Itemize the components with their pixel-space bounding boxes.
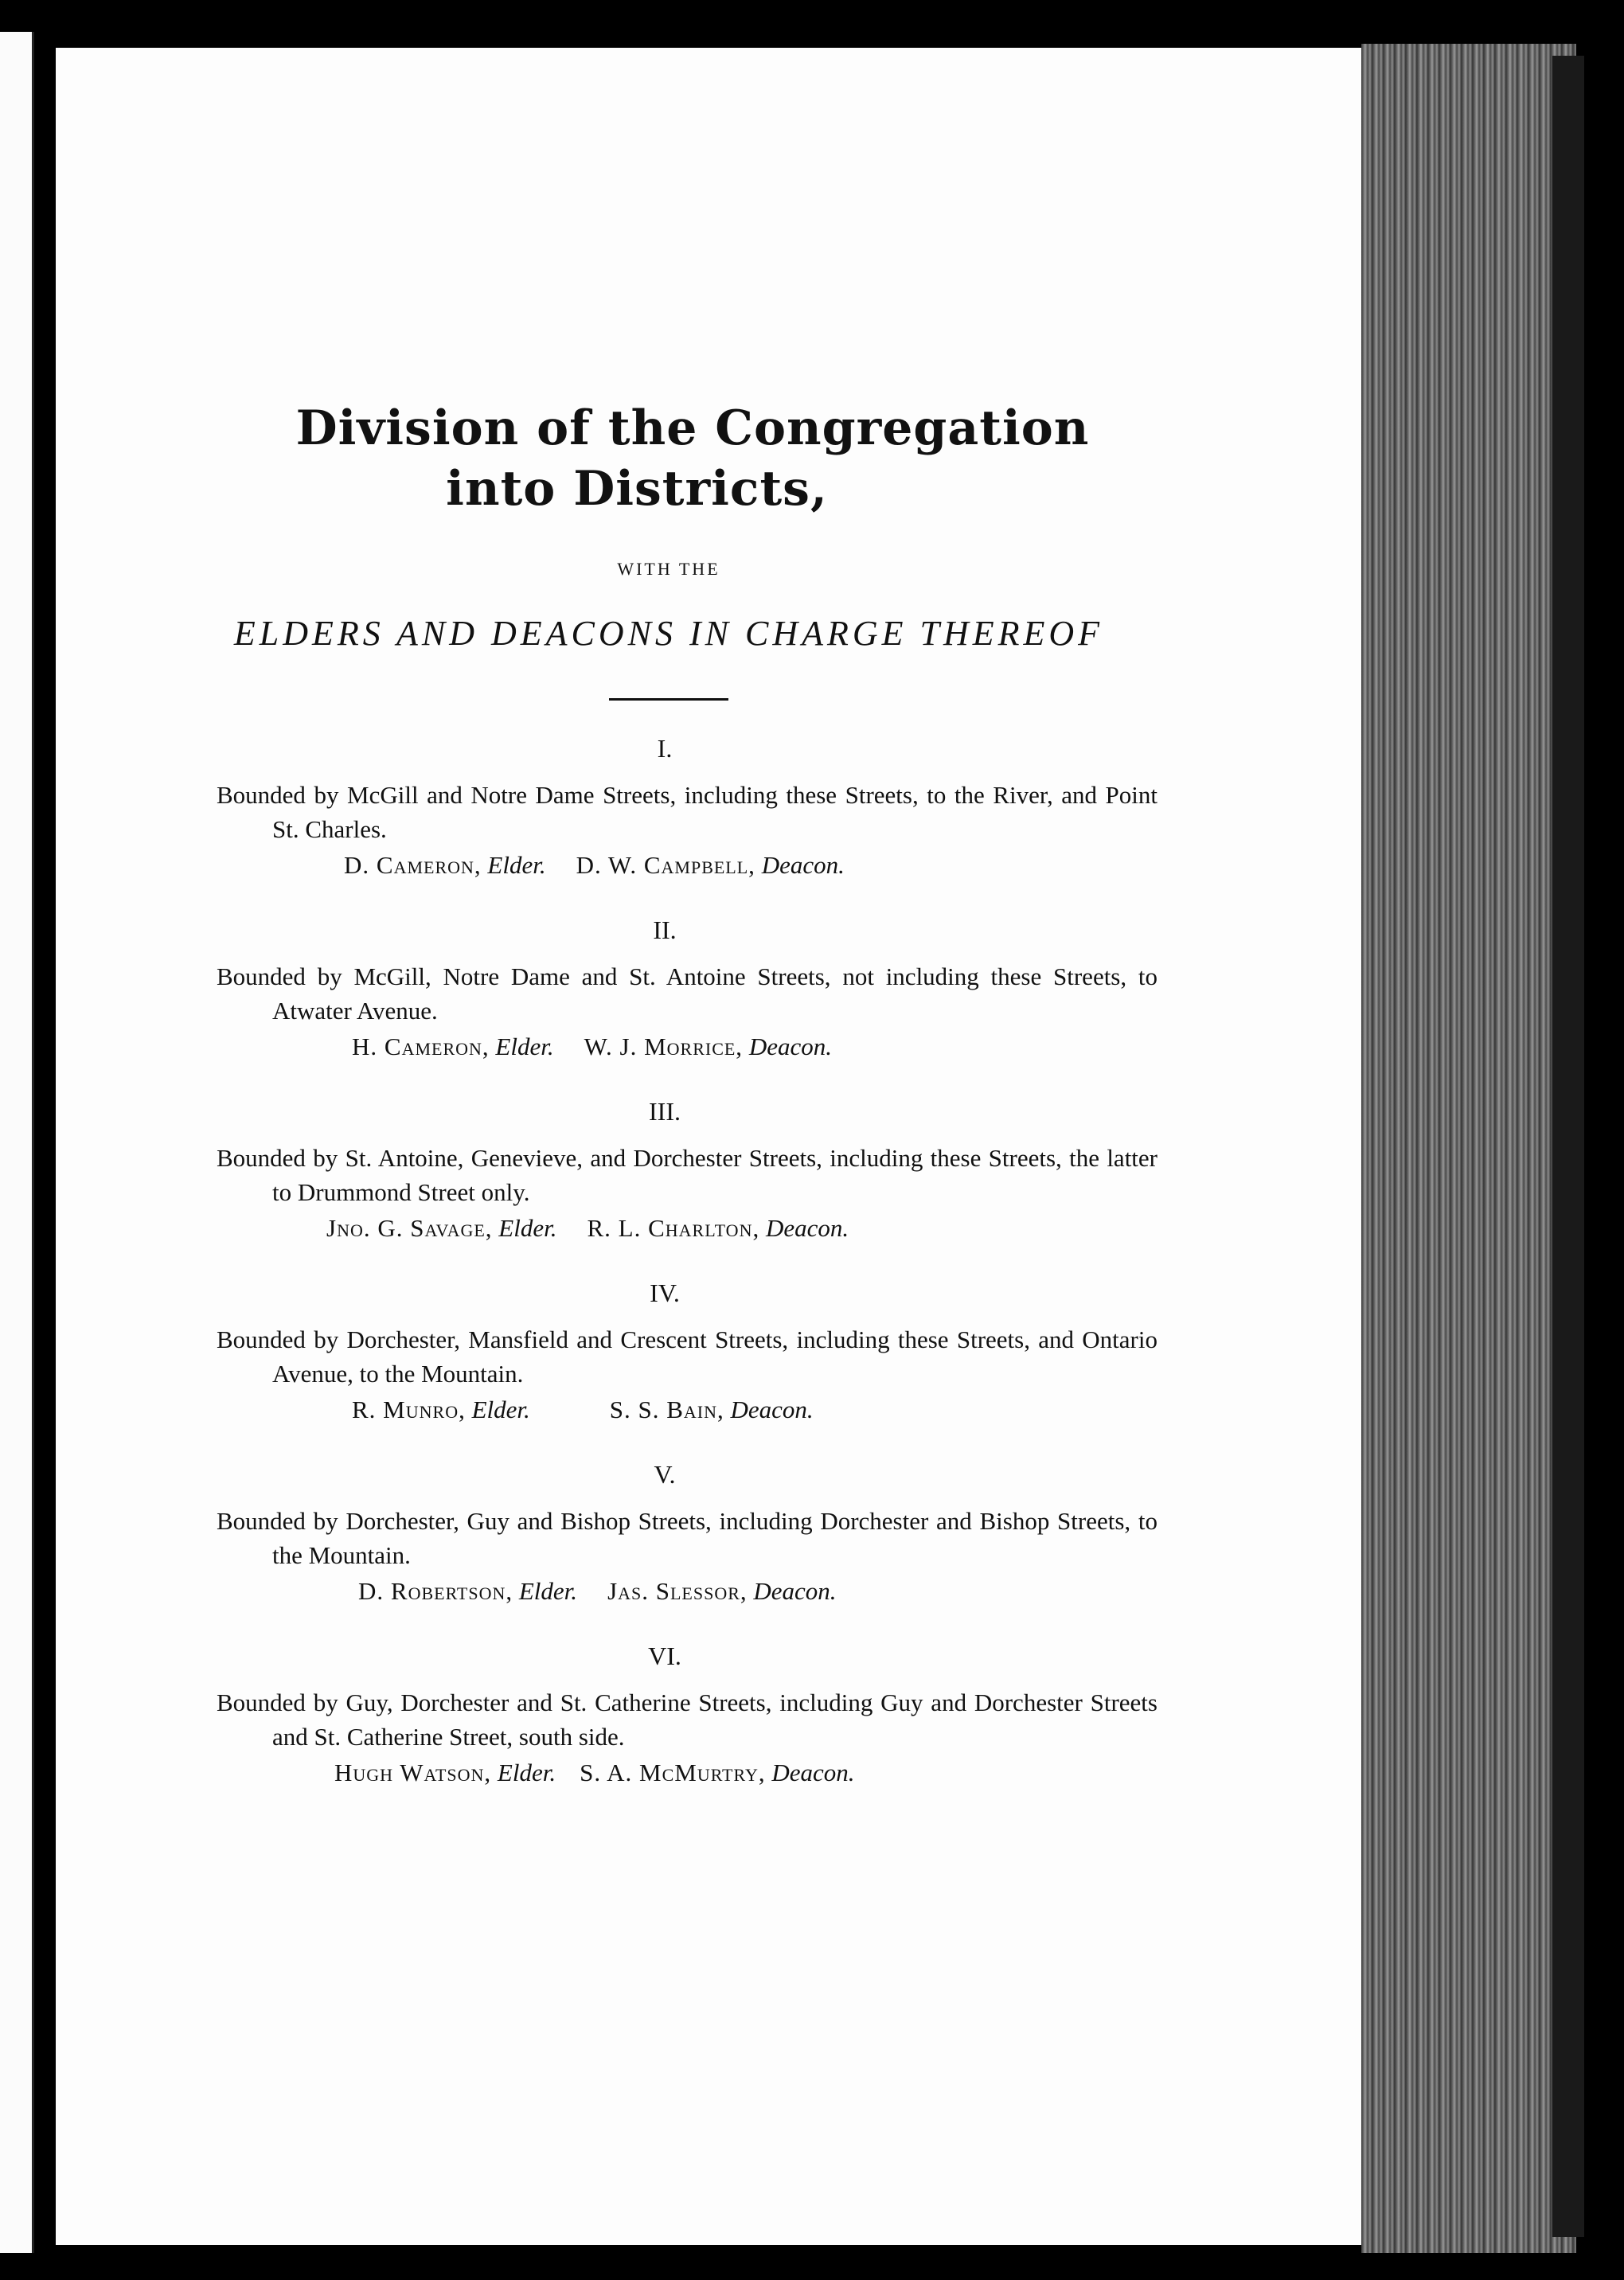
divider-rule xyxy=(609,698,728,701)
district-numeral: VI. xyxy=(648,1642,681,1670)
elder-name: D. Robertson, xyxy=(358,1577,513,1605)
elder-title: Elder. xyxy=(471,1396,530,1423)
elder-title: Elder. xyxy=(495,1033,554,1060)
elder-name: Hugh Watson, xyxy=(334,1759,492,1786)
district-officers xyxy=(159,1574,1115,1608)
deacon-title: Deacon. xyxy=(761,851,845,879)
district-bounds: Bounded by St. Antoine, Genevieve, and Dorchester Streets, including these Streets, the latter to Drummond Street only. xyxy=(217,1144,1157,1206)
district-officers xyxy=(159,1755,1115,1790)
deacon-name: W. J. Morrice, xyxy=(584,1033,744,1060)
district-block xyxy=(159,1642,1157,1790)
deacon-title: Deacon. xyxy=(771,1759,855,1786)
book-cover-edge xyxy=(1552,56,1584,2237)
district-officers xyxy=(159,1392,1115,1427)
previous-page-edge xyxy=(0,32,34,2253)
deacon-name: S. A. McMurtry, xyxy=(580,1759,766,1786)
elder-entry xyxy=(358,1574,577,1608)
elder-name: R. Munro, xyxy=(352,1396,466,1423)
elder-name: D. Cameron, xyxy=(344,851,482,879)
elder-name: H. Cameron, xyxy=(352,1033,490,1060)
district-bounds: Bounded by Guy, Dorchester and St. Catherine Streets, including Guy and Dorchester Streets and St. Catherine Street, south side. xyxy=(217,1689,1157,1751)
district-block xyxy=(159,734,1157,882)
deacon-name: S. S. Bain, xyxy=(609,1396,724,1423)
deacon-name: R. L. Charlton, xyxy=(587,1214,760,1242)
deacon-entry xyxy=(587,1211,849,1245)
elder-entry xyxy=(334,1755,556,1790)
deacon-entry xyxy=(580,1755,854,1790)
district-bounds: Bounded by Dorchester, Guy and Bishop Streets, including Dorchester and Bishop Streets, to the Mountain. xyxy=(217,1507,1157,1569)
elder-entry xyxy=(344,848,546,882)
title-line-2: into Districts, xyxy=(446,461,828,517)
elder-entry xyxy=(352,1029,554,1064)
deacon-name: D. W. Campbell, xyxy=(576,851,755,879)
elder-title: Elder. xyxy=(487,851,546,879)
district-officers xyxy=(159,1029,1115,1064)
district-numeral: V. xyxy=(654,1460,676,1489)
deacon-entry xyxy=(607,1574,837,1608)
district-numeral: IV. xyxy=(650,1279,680,1307)
deacon-title: Deacon. xyxy=(765,1214,849,1242)
district-block xyxy=(159,1460,1157,1608)
district-numeral: I. xyxy=(657,734,673,763)
elder-title: Elder. xyxy=(518,1577,578,1605)
deacon-entry xyxy=(584,1029,832,1064)
deacon-entry xyxy=(610,1392,814,1427)
deacon-name: Jas. Slessor, xyxy=(607,1577,748,1605)
district-numeral: III. xyxy=(649,1097,681,1126)
deacon-title: Deacon. xyxy=(748,1033,832,1060)
district-bounds: Bounded by Dorchester, Mansfield and Crescent Streets, including these Streets, and Ontario Avenue, to the Mountain. xyxy=(217,1325,1157,1388)
title-line-1: Division of the Congregation xyxy=(295,400,1090,456)
page-title xyxy=(159,398,1115,519)
page-subtitle: ELDERS AND DEACONS IN CHARGE THEREOF xyxy=(233,614,1104,653)
deacon-title: Deacon. xyxy=(730,1396,814,1423)
district-block xyxy=(159,1097,1157,1245)
districts-list xyxy=(159,734,1157,1790)
district-officers xyxy=(159,1211,1115,1245)
district-block xyxy=(159,916,1157,1064)
elder-name: Jno. G. Savage, xyxy=(326,1214,493,1242)
page-content xyxy=(159,398,1157,1790)
elder-title: Elder. xyxy=(497,1759,556,1786)
district-bounds: Bounded by McGill and Notre Dame Streets, including these Streets, to the River, and Point St. Charles. xyxy=(217,781,1157,843)
district-block xyxy=(159,1279,1157,1427)
elder-title: Elder. xyxy=(498,1214,557,1242)
district-officers xyxy=(159,848,1115,882)
book-page-edges xyxy=(1361,44,1576,2253)
district-bounds: Bounded by McGill, Notre Dame and St. Antoine Streets, not including these Streets, to Atwater Avenue. xyxy=(217,962,1157,1025)
elder-entry xyxy=(352,1392,530,1427)
with-the-caption: WITH THE xyxy=(617,559,720,579)
deacon-entry xyxy=(576,848,845,882)
district-numeral: II. xyxy=(653,916,677,944)
deacon-title: Deacon. xyxy=(753,1577,837,1605)
elder-entry xyxy=(326,1211,556,1245)
